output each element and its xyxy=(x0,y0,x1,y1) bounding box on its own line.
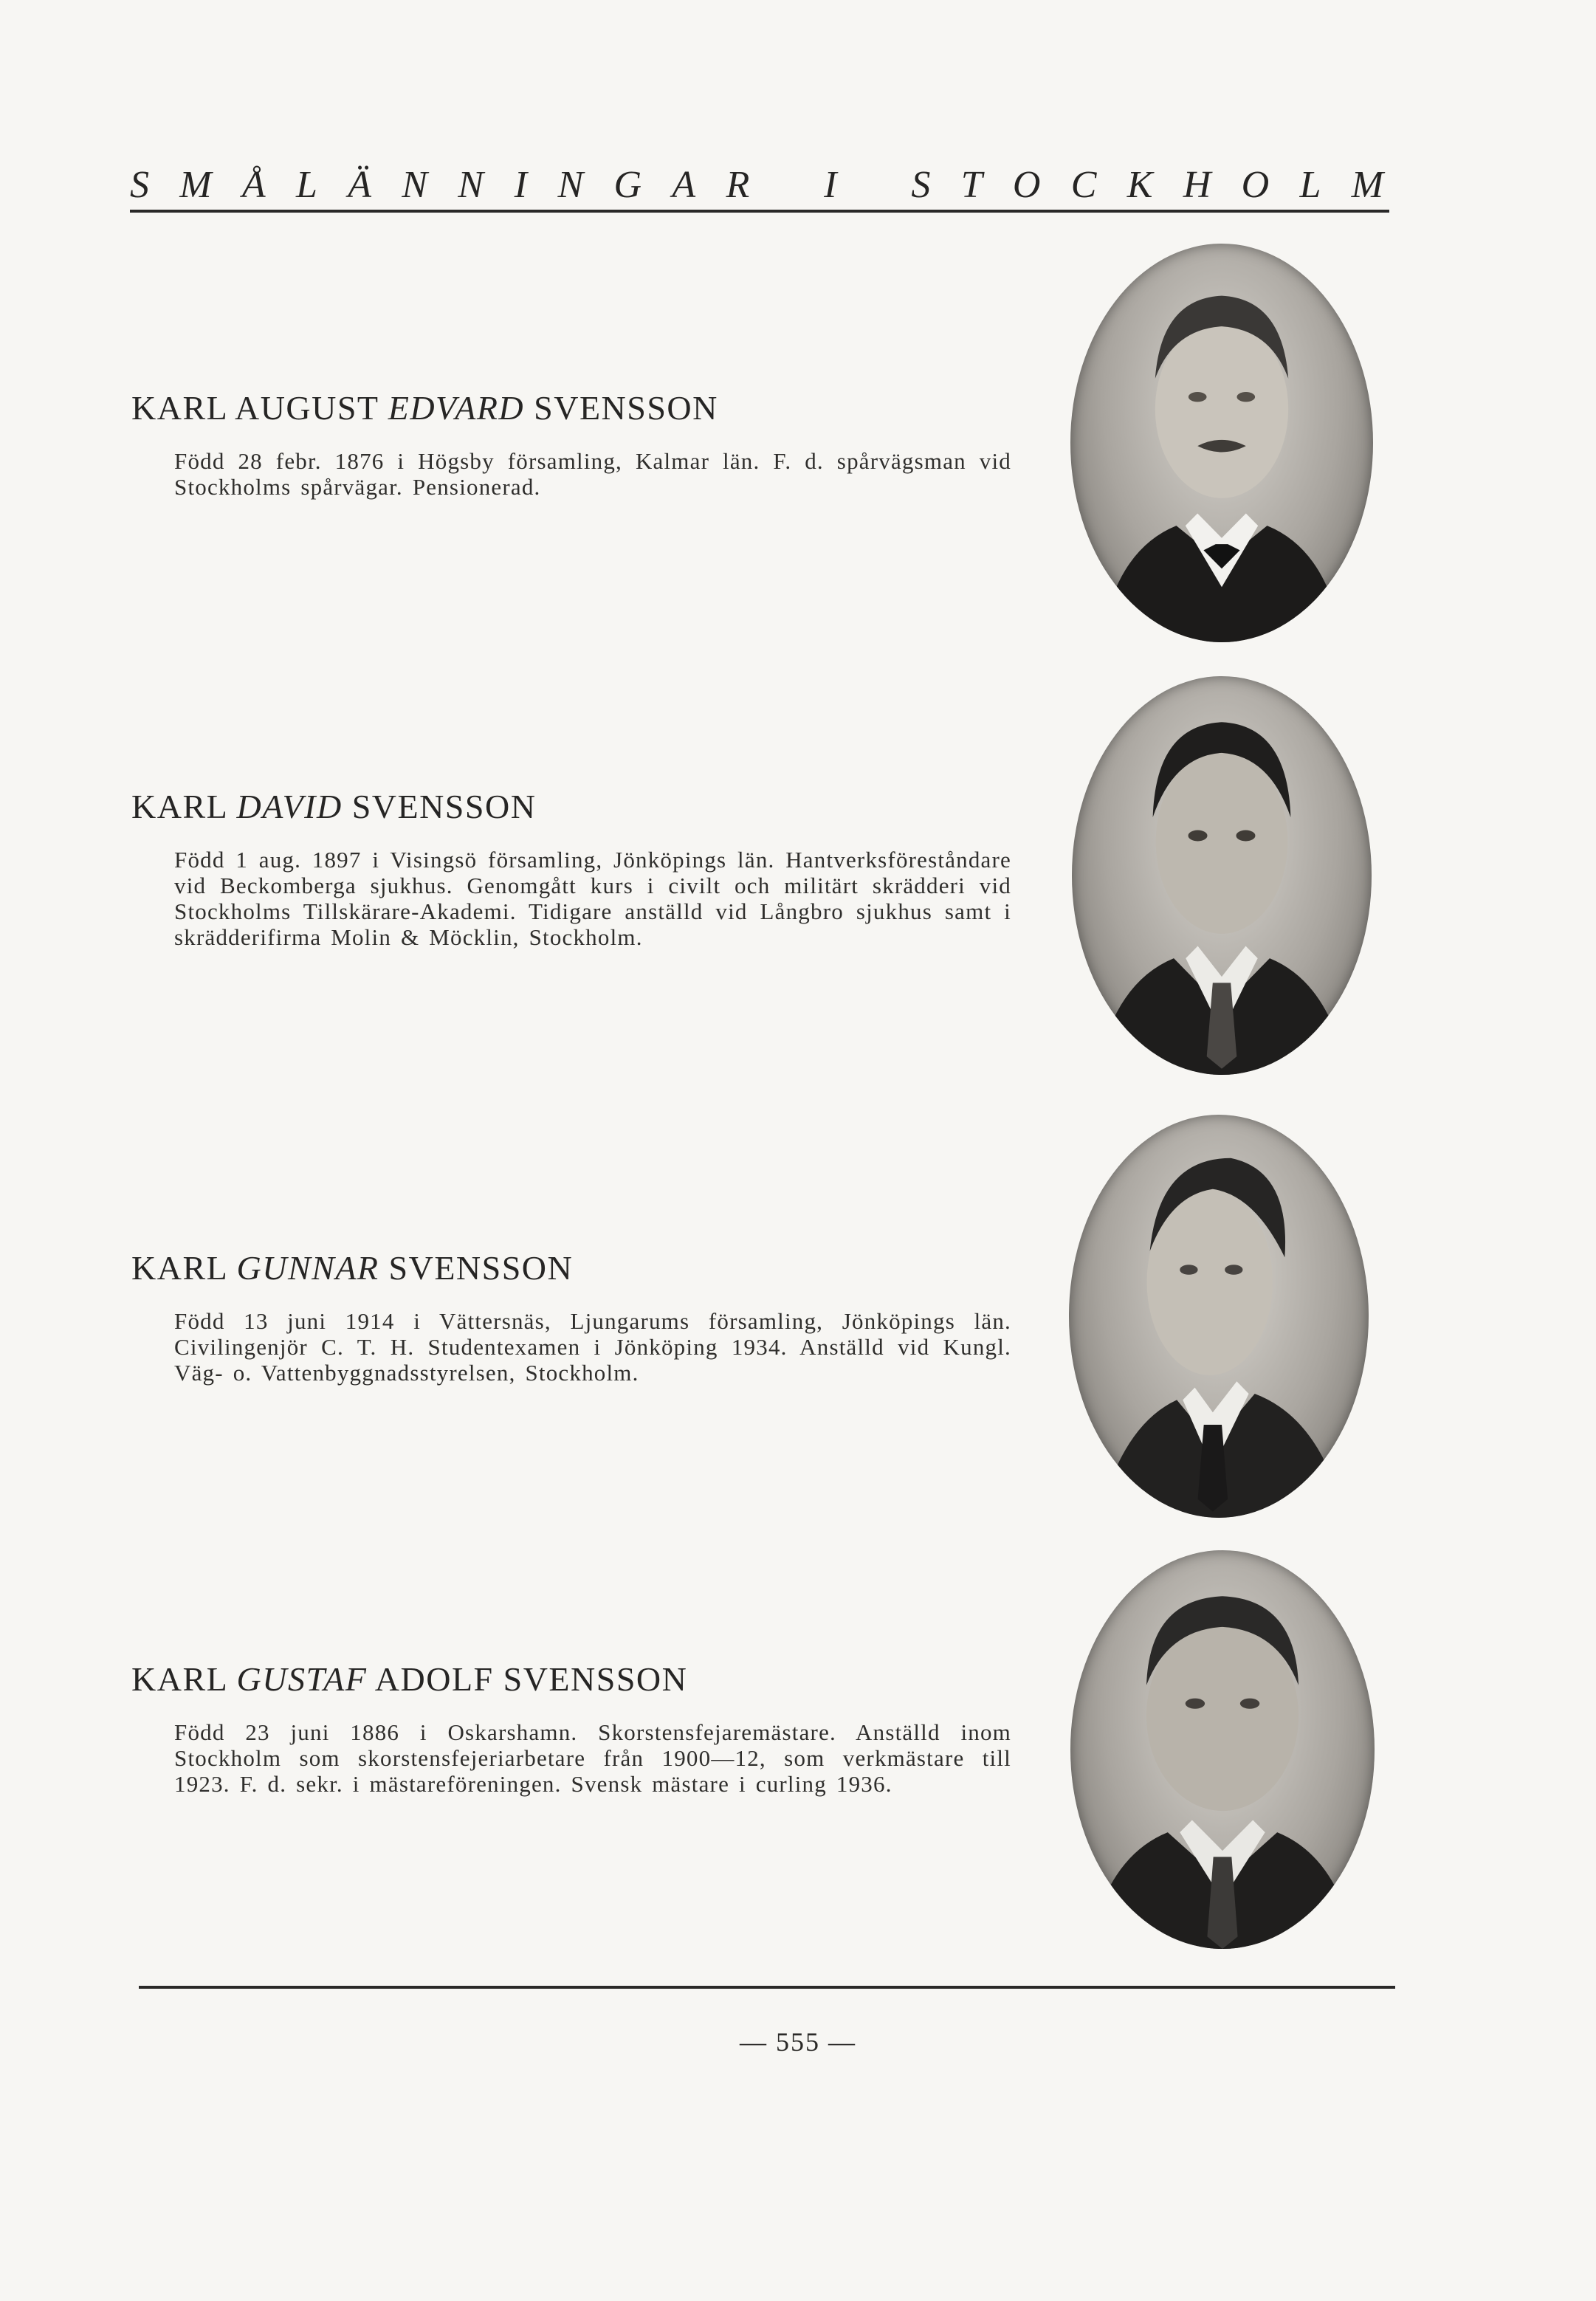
running-head-letter: N xyxy=(458,164,485,206)
person-name xyxy=(131,390,1017,427)
portrait-photo xyxy=(1070,244,1373,642)
person-bio: Född 13 juni 1914 i Vättersnäs, Ljungarums församling, Jönköpings län. Civilingenjör C. T. H. Studentexamen i Jönköping 1934. Anställd vid Kungl. Väg- o. Vattenbyggnadsstyrelsen, Stockholm. xyxy=(174,1307,1011,1386)
running-head-letter: G xyxy=(613,164,644,206)
running-head xyxy=(130,152,1385,207)
running-head-letter: I xyxy=(514,164,529,206)
running-head-letter: M xyxy=(1351,164,1385,206)
page-number: — 555 — xyxy=(740,2027,856,2057)
name-part: KARL xyxy=(131,788,237,825)
running-head-letter: M xyxy=(179,164,213,206)
running-head-letter: R xyxy=(726,164,751,206)
name-part: KARL xyxy=(131,1660,237,1698)
biography-entry xyxy=(131,1250,1017,1386)
running-head-letter: C xyxy=(1070,164,1098,206)
running-head-letter: O xyxy=(1012,164,1042,206)
person-name xyxy=(131,1250,1017,1287)
name-callname: GUSTAF xyxy=(236,1660,368,1698)
running-head-letter: K xyxy=(1127,164,1155,206)
name-part: SVENSSON xyxy=(379,1249,574,1287)
running-head-letter: Ä xyxy=(348,164,373,206)
name-part: SVENSSON xyxy=(524,389,718,427)
header-rule xyxy=(130,210,1389,213)
portrait-photo xyxy=(1070,1550,1375,1949)
portrait-photo xyxy=(1072,676,1372,1075)
name-callname: GUNNAR xyxy=(236,1249,379,1287)
person-name xyxy=(131,1661,1017,1699)
running-head-letter: I xyxy=(824,164,839,206)
running-head-letter: H xyxy=(1183,164,1213,206)
running-head-letter: Å xyxy=(241,164,267,206)
person-bio: Född 28 febr. 1876 i Högsby församling, Kalmar län. F. d. spårvägsman vid Stockholms spårvägar. Pensionerad. xyxy=(174,447,1011,500)
running-head-letter: N xyxy=(402,164,429,206)
name-callname: DAVID xyxy=(236,788,343,825)
running-head-letter: L xyxy=(295,164,319,206)
name-part: KARL AUGUST xyxy=(131,389,388,427)
footer-rule xyxy=(139,1986,1395,1989)
running-head-letter: A xyxy=(672,164,698,206)
person-bio: Född 23 juni 1886 i Oskarshamn. Skorstensfejaremästare. Anställd inom Stockholm som skorstensfejeriarbetare från 1900—12, som verkmästare till 1923. F. d. sekr. i mästareföreningen. Svensk mästare i curling 1936. xyxy=(174,1719,1011,1797)
name-part: KARL xyxy=(131,1249,237,1287)
running-head-letter: L xyxy=(1299,164,1323,206)
biography-entry xyxy=(131,1661,1017,1797)
biography-entry xyxy=(131,390,1017,500)
portrait-photo xyxy=(1069,1115,1369,1518)
person-name xyxy=(131,788,1017,826)
biography-entry xyxy=(131,788,1017,950)
running-head-letter: O xyxy=(1241,164,1271,206)
name-part: ADOLF SVENSSON xyxy=(367,1660,688,1698)
name-part: SVENSSON xyxy=(342,788,537,825)
name-callname: EDVARD xyxy=(388,389,525,427)
running-head-letter: S xyxy=(130,164,151,206)
running-head-letter: T xyxy=(960,164,984,206)
running-head-letter: N xyxy=(557,164,585,206)
person-bio: Född 1 aug. 1897 i Visingsö församling, Jönköpings län. Hantverksföreståndare vid Beckomberga sjukhus. Genomgått kurs i civilt och militärt skrädderi vid Stockholms Tillskärare-Akademi. Tidigare anställd vid Långbro sjukhus samt i skrädderifirma Molin & Möcklin, Stockholm. xyxy=(174,846,1011,950)
running-head-letter: S xyxy=(911,164,932,206)
